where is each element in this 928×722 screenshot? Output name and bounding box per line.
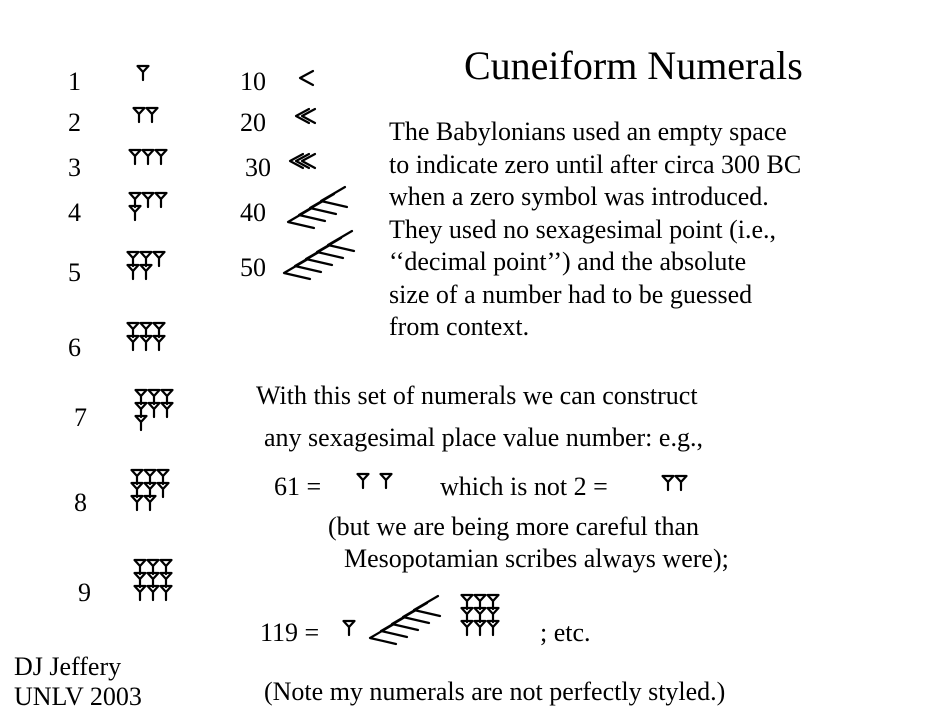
paragraph-line: size of a number had to be guessed bbox=[389, 279, 753, 309]
cuneiform-1-glyph bbox=[136, 66, 137, 67]
cuneiform-20-strokes bbox=[296, 109, 315, 123]
cuneiform-119-fifty-glyph bbox=[370, 608, 371, 609]
numeral-label-4: 4 bbox=[68, 198, 81, 227]
cuneiform-2-strokes bbox=[134, 108, 158, 122]
cuneiform-9-glyph bbox=[133, 560, 134, 561]
numeral-label-5: 5 bbox=[68, 258, 81, 287]
example-119-label: 119 = bbox=[260, 618, 320, 647]
cuneiform-5-glyph bbox=[126, 252, 127, 253]
numeral-label-6: 6 bbox=[68, 333, 81, 362]
author-name: DJ Jeffery bbox=[14, 652, 122, 681]
cuneiform-2-example-glyph bbox=[661, 476, 662, 477]
example-etc-label: ; etc. bbox=[540, 618, 591, 647]
cuneiform-7-glyph bbox=[134, 390, 135, 391]
cuneiform-50-glyph bbox=[284, 243, 285, 244]
cuneiform-119-nine-strokes bbox=[462, 595, 499, 635]
cuneiform-20-glyph bbox=[296, 108, 297, 109]
cuneiform-8-strokes bbox=[132, 470, 169, 510]
cuneiform-4-strokes bbox=[130, 193, 167, 220]
numeral-label-50: 50 bbox=[240, 253, 266, 282]
cuneiform-6-strokes bbox=[128, 323, 165, 350]
numeral-label-10: 10 bbox=[240, 67, 266, 96]
paragraph-line: The Babylonians used an empty space bbox=[389, 117, 787, 146]
numeral-label-9: 9 bbox=[78, 578, 91, 607]
caveat-line-2: Mesopotamian scribes always were); bbox=[344, 544, 729, 573]
cuneiform-119-nine-glyph bbox=[460, 595, 461, 596]
cuneiform-7-strokes bbox=[136, 390, 173, 430]
cuneiform-1-strokes bbox=[138, 66, 149, 80]
cuneiform-6-glyph bbox=[126, 323, 127, 324]
cuneiform-119-fifty-strokes bbox=[370, 596, 440, 644]
cuneiform-5-strokes bbox=[128, 252, 165, 279]
numeral-label-3: 3 bbox=[68, 153, 81, 182]
numeral-label-7: 7 bbox=[74, 403, 87, 432]
caveat-line-1: (but we are being more careful than bbox=[328, 512, 700, 541]
example-2-label: which is not 2 = bbox=[440, 472, 608, 501]
numeral-label-2: 2 bbox=[68, 108, 81, 137]
paragraph-line: ‘‘decimal point’’) and the absolute bbox=[389, 247, 747, 276]
numeral-label-1: 1 bbox=[68, 67, 81, 96]
numeral-label-8: 8 bbox=[74, 488, 87, 517]
cuneiform-2-glyph bbox=[132, 108, 133, 109]
cuneiform-40-strokes bbox=[288, 187, 347, 228]
cuneiform-30-strokes bbox=[290, 154, 315, 168]
author-affiliation: UNLV 2003 bbox=[14, 682, 142, 711]
construct-line-2: any sexagesimal place value number: e.g., bbox=[264, 423, 703, 452]
cuneiform-50-strokes bbox=[284, 231, 354, 279]
cuneiform-61-strokes bbox=[358, 474, 392, 488]
cuneiform-9-strokes bbox=[135, 560, 172, 600]
cuneiform-119-unit-glyph bbox=[342, 621, 343, 622]
cuneiform-10-glyph bbox=[300, 70, 301, 71]
cuneiform-4-glyph bbox=[128, 193, 129, 194]
cuneiform-61-glyph bbox=[356, 474, 357, 475]
cuneiform-8-glyph bbox=[130, 470, 131, 471]
styling-note: (Note my numerals are not perfectly styled.) bbox=[264, 677, 726, 706]
cuneiform-2-example-strokes bbox=[663, 476, 687, 490]
cuneiform-3-glyph bbox=[128, 150, 129, 151]
cuneiform-119-unit-strokes bbox=[344, 621, 355, 635]
zero-explanation-paragraph bbox=[389, 116, 801, 344]
page-title: Cuneiform Numerals bbox=[464, 43, 803, 88]
paragraph-line: to indicate zero until after circa 300 BC bbox=[389, 149, 802, 179]
numeral-label-30: 30 bbox=[245, 153, 271, 182]
cuneiform-30-glyph bbox=[290, 153, 291, 154]
numeral-label-40: 40 bbox=[240, 198, 266, 227]
paragraph-line: They used no sexagesimal point (i.e., bbox=[389, 214, 777, 244]
construct-line-1: With this set of numerals we can construct bbox=[256, 381, 698, 410]
paragraph-line: from context. bbox=[389, 312, 530, 341]
cuneiform-3-strokes bbox=[130, 150, 167, 164]
example-61-label: 61 = bbox=[274, 472, 322, 501]
paragraph-line: when a zero symbol was introduced. bbox=[389, 182, 769, 211]
cuneiform-10-strokes bbox=[300, 71, 313, 85]
numeral-label-20: 20 bbox=[240, 108, 266, 137]
cuneiform-40-glyph bbox=[288, 192, 289, 193]
